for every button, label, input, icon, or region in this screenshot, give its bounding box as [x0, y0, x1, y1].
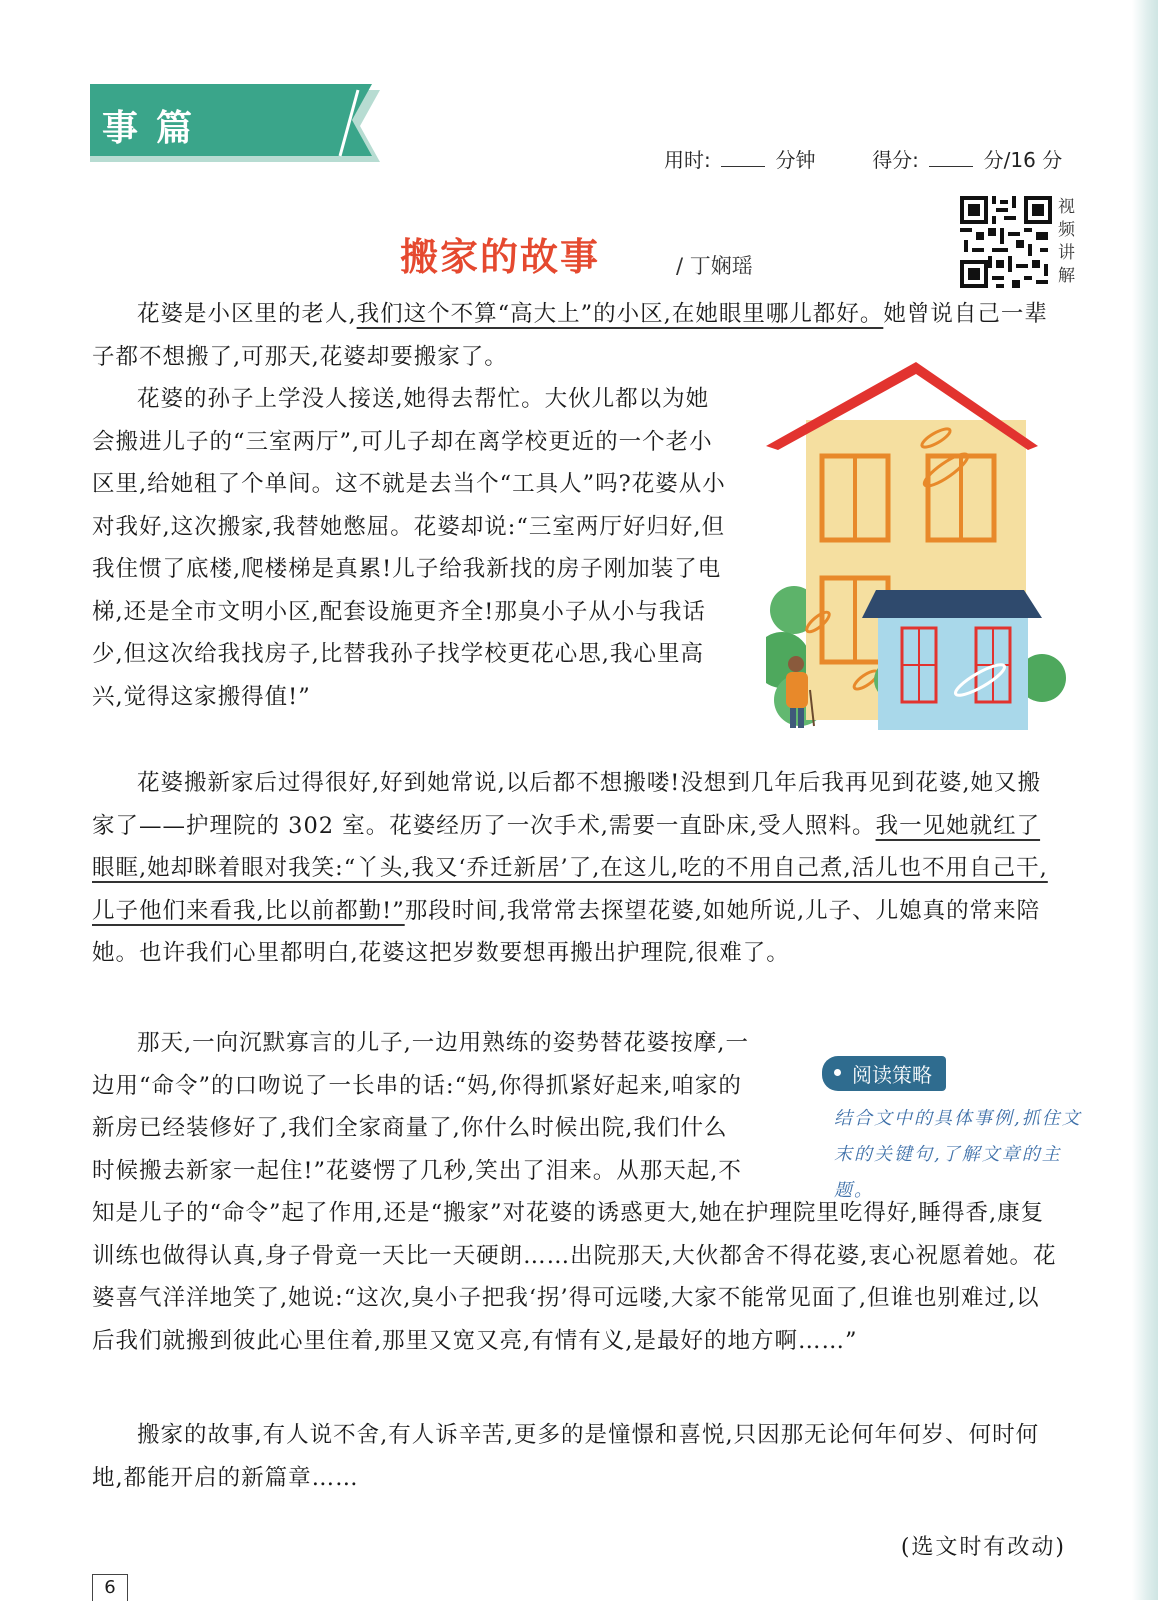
- paragraph-3: [92, 762, 1058, 975]
- article-title: 搬家的故事: [400, 235, 601, 279]
- article-author: / 丁娴瑶: [676, 254, 753, 278]
- p1-underlined: 我们这个不算“高大上”的小区,在她眼里哪儿都好。: [356, 301, 884, 327]
- page-edge: [1132, 0, 1158, 1600]
- qr-label: 视频讲解: [1058, 197, 1075, 286]
- source-note: (选文时有改动): [900, 1535, 1066, 1560]
- page-number: 6: [92, 1574, 128, 1601]
- paragraph-2: [92, 378, 732, 718]
- p5-text: 搬家的故事,有人说不舍,有人诉辛苦,更多的是憧憬和喜悦,只因那无论何年何岁、何时何地,都能开启的新篇章……: [92, 1422, 1040, 1491]
- qr-code-icon[interactable]: [960, 196, 1052, 288]
- p3-text: 花婆搬新家后过得很好,好到她常说,以后都不想搬喽!没想到几年后我再见到花婆,她又搬家了——护理院的 302 室。花婆经历了一次手术,需要一直卧床,受人照料。: [92, 770, 1041, 839]
- p4-text: 那天,一向沉默寡言的儿子,一边用熟练的姿势替花婆按摩,一边用“命令”的口吻说了一长串的话:“妈,你得抓紧好起来,咱家的新房已经装修好了,我们全家商量了,你什么时候出院,我们什么时候搬去新家一起住!”花婆愣了几秒,笑出了泪来。从那天起,不知是儿子的“命令”起了作用,还是“搬家”对花婆的诱惑更大,她在护理院里吃得好,睡得香,康复训练也做得认真,身子骨竟一天比一天硬朗……出院那天,大伙都舍不得花婆,衷心祝愿着她。花婆喜气洋洋地笑了,她说:“这次,臭小子把我‘拐’得可远喽,大家不能常见面了,但谁也别难过,以后我们就搬到彼此心里住着,那里又宽又亮,有情有义,是最好的地方啊……”: [92, 1030, 1057, 1354]
- reading-strategy-box: [822, 1056, 1092, 1209]
- time-unit: 分钟: [775, 148, 816, 172]
- section-label: 记事篇: [48, 108, 211, 149]
- time-label: 用时:: [664, 148, 711, 172]
- score-label: 得分:: [872, 148, 919, 172]
- p3-underlined: 我一见她就红了眼眶,她却眯着眼对我笑:“丫头,我又‘乔迁新居’了,在这儿,吃的不用自己煮,活儿也不用自己干,儿子他们来看我,比以前都勤!”: [92, 812, 1048, 924]
- p2-text: 花婆的孙子上学没人接送,她得去帮忙。大伙儿都以为她会搬进儿子的“三室两厅”,可儿子却在离学校更近的一个老小区里,给她租了个单间。这不就是去当个“工具人”吗?花婆从小对我好,这次搬家,我替她憋屈。花婆却说:“三室两厅好归好,但我住惯了底楼,爬楼梯是真累!儿子给我新找的房子刚加装了电梯,还是全市文明小区,配套设施更齐全!那臭小子从小与我话少,但这次给我找房子,比替我孙子找学校更花心思,我心里高兴,觉得这家搬得值!”: [92, 386, 726, 710]
- p1-text: 花婆是小区里的老人,: [137, 301, 357, 327]
- house-illustration: [766, 360, 1078, 750]
- time-blank[interactable]: [721, 148, 765, 167]
- time-score-line: [664, 144, 1062, 173]
- score-blank[interactable]: [929, 148, 973, 167]
- reading-strategy-note: 结合文中的具体事例,抓住文末的关键句,了解文章的主题。: [834, 1108, 1082, 1201]
- paragraph-5: [92, 1414, 1058, 1499]
- p3-text-end: 那段时间,我常常去探望花婆,如她所说,儿子、儿媳真的常来陪她。也许我们心里都明白,花婆这把岁数要想再搬出护理院,很难了。: [92, 897, 1041, 966]
- p1-text-end: 她曾说自己一辈子都不想搬了,可那天,花婆却要搬家了。: [92, 301, 1048, 370]
- reading-strategy-tag: 阅读策略: [822, 1056, 946, 1091]
- score-unit: 分/16 分: [983, 148, 1063, 172]
